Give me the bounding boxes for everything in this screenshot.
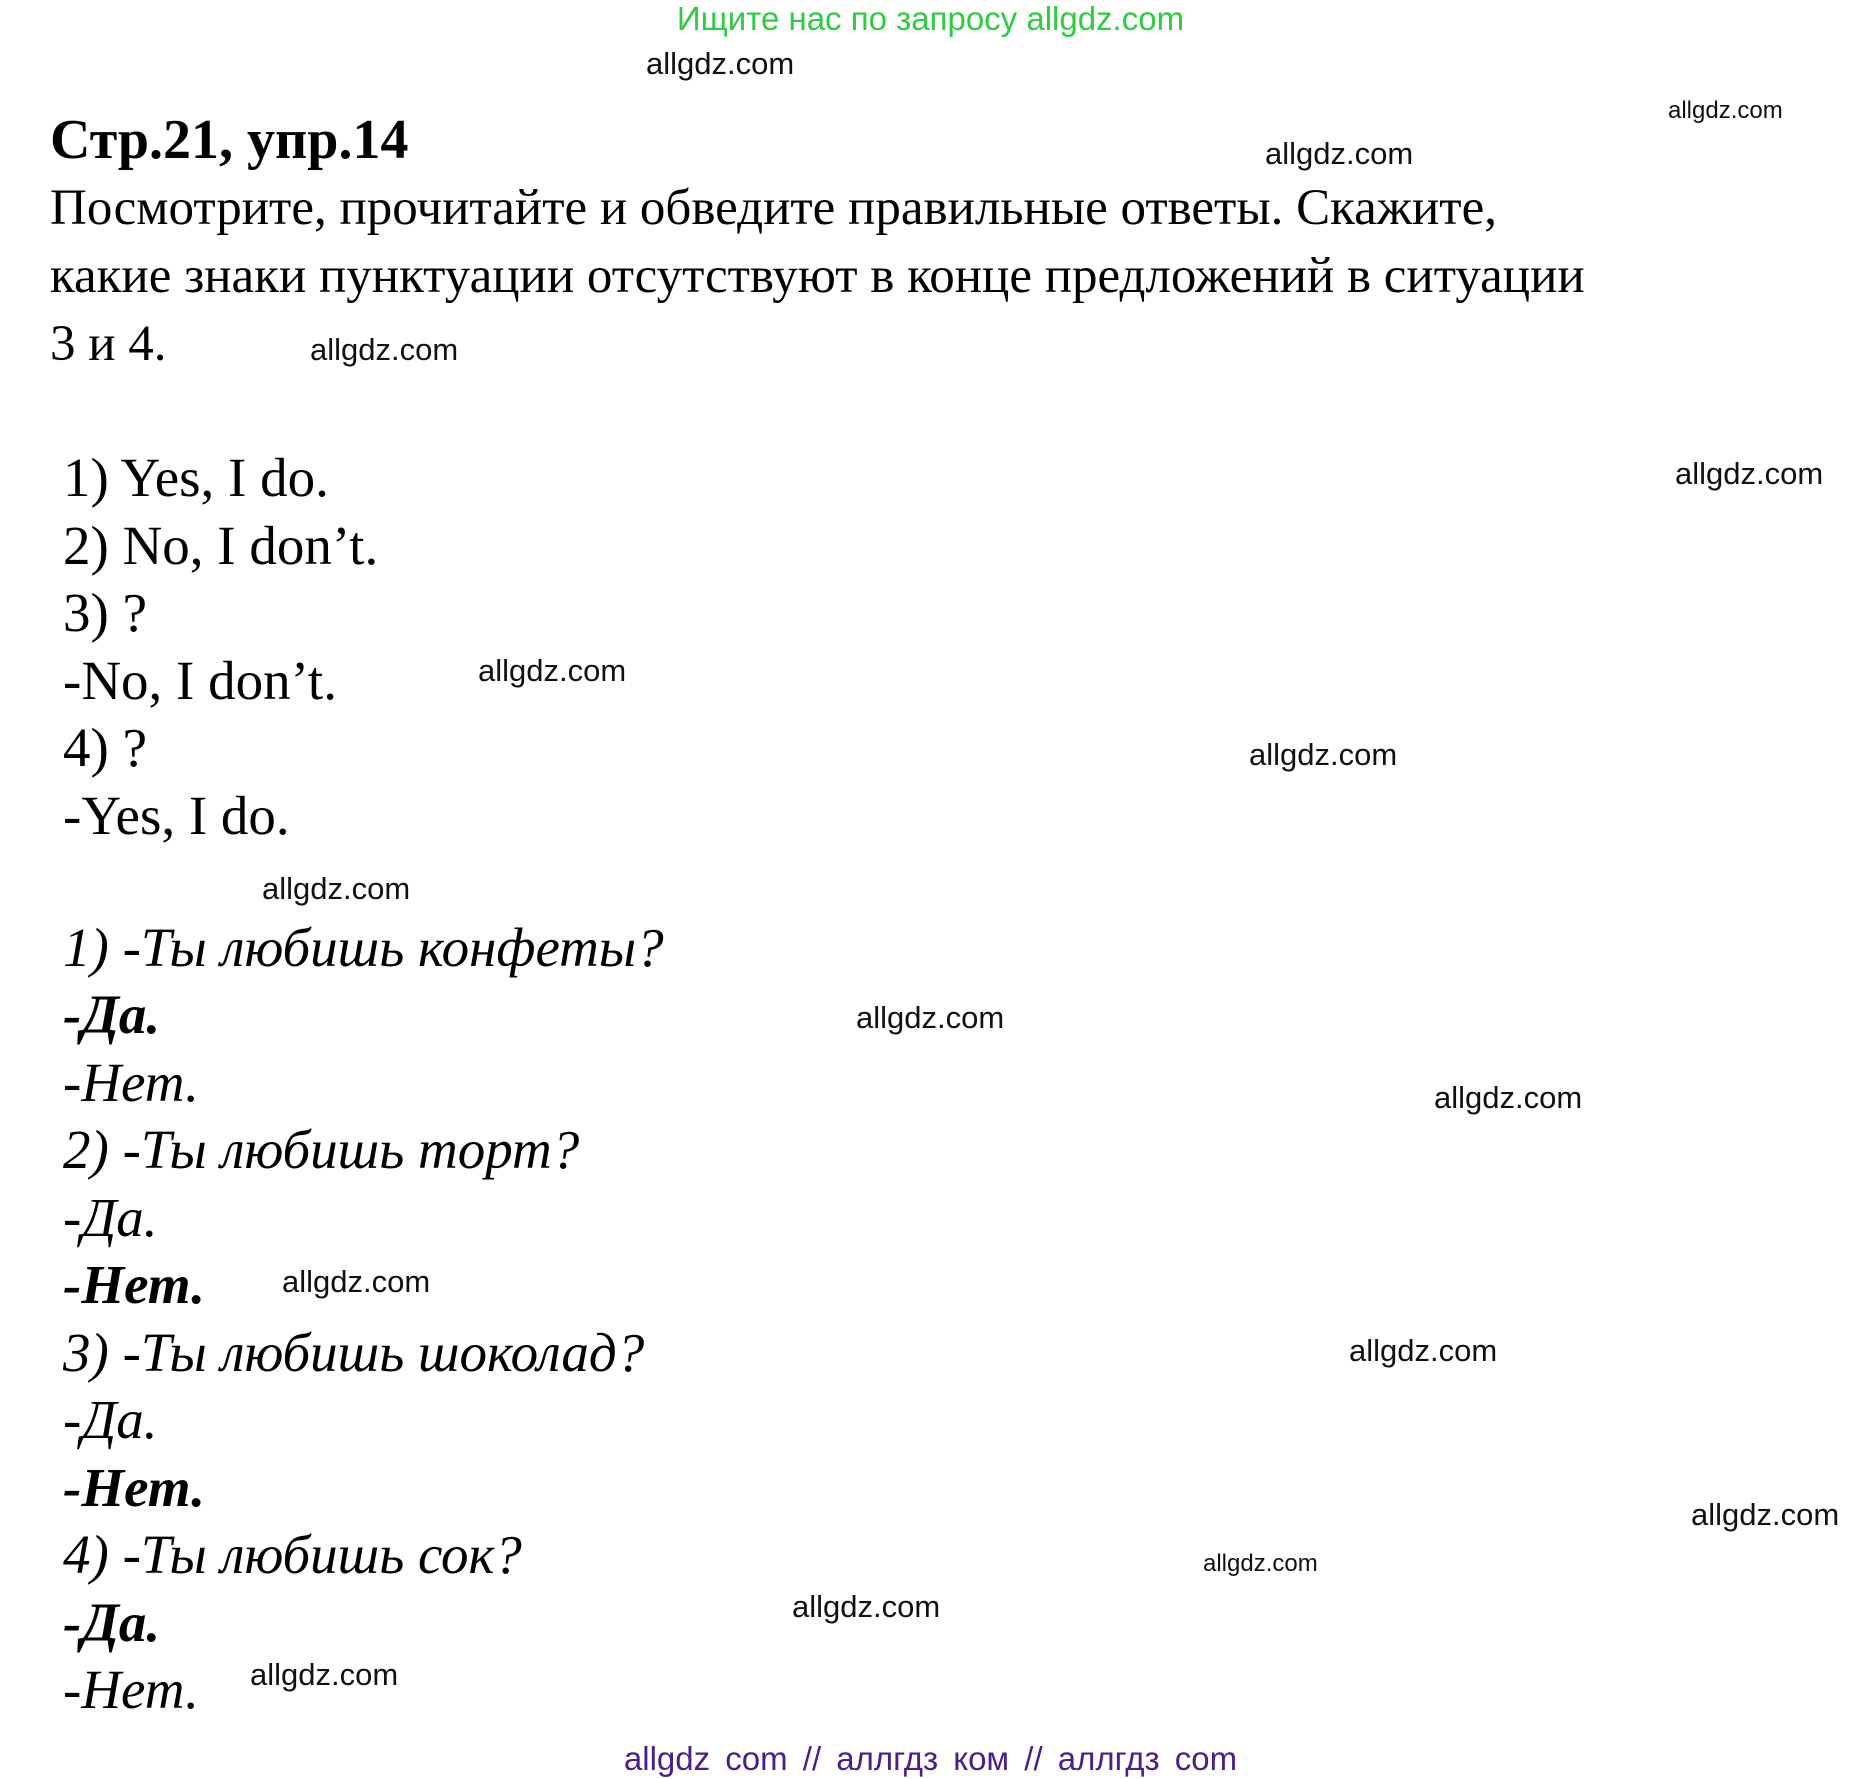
instruction-line-1: Посмотрите, прочитайте и обведите правильные ответы. Скажите,	[50, 180, 1497, 236]
watermark: allgdz.com	[1691, 1497, 1840, 1532]
answer-en-5: 4) ?	[63, 717, 147, 778]
watermark: allgdz.com	[1349, 1333, 1498, 1368]
watermark: allgdz.com	[1265, 136, 1414, 171]
answer-en-2: 2) No, I don’t.	[63, 515, 379, 576]
answer-en-1: 1) Yes, I do.	[63, 447, 329, 508]
watermark: allgdz.com	[1434, 1080, 1583, 1115]
answer-ru-9: -Нет.	[63, 1457, 205, 1518]
watermark: allgdz.com	[1249, 737, 1398, 772]
answer-ru-4: 2) -Ты любишь торт?	[63, 1119, 580, 1180]
instruction-line-3: 3 и 4.	[50, 316, 167, 372]
answer-ru-6: -Нет.	[63, 1254, 205, 1315]
answer-en-4: -No, I don’t.	[63, 650, 337, 711]
watermark: allgdz.com	[856, 1000, 1005, 1035]
watermark: allgdz.com	[1675, 456, 1824, 491]
watermark: allgdz.com	[282, 1264, 431, 1299]
footer-links[interactable]: allgdz com // аллгдз ком // аллгдз com	[623, 1740, 1238, 1777]
watermark: allgdz.com	[262, 871, 411, 906]
answer-en-3: 3) ?	[63, 582, 147, 643]
watermark: allgdz.com	[310, 332, 459, 367]
answer-ru-3: -Нет.	[63, 1052, 199, 1113]
answer-ru-2: -Да.	[63, 984, 161, 1045]
page-title: Стр.21, упр.14	[50, 109, 409, 171]
top-banner[interactable]: Ищите нас по запросу allgdz.com	[676, 0, 1185, 37]
instruction-line-2: какие знаки пунктуации отсутствуют в конце предложений в ситуации	[50, 248, 1585, 304]
watermark: allgdz.com	[1203, 1550, 1318, 1577]
answer-ru-1: 1) -Ты любишь конфеты?	[63, 917, 664, 978]
answer-ru-7: 3) -Ты любишь шоколад?	[63, 1322, 645, 1383]
watermark: allgdz.com	[250, 1657, 399, 1692]
watermark: allgdz.com	[646, 46, 795, 81]
answer-ru-10: 4) -Ты любишь сок?	[63, 1524, 522, 1585]
answer-ru-11: -Да.	[63, 1592, 161, 1653]
watermark: allgdz.com	[792, 1589, 941, 1624]
answer-en-6: -Yes, I do.	[63, 785, 290, 846]
watermark: allgdz.com	[1668, 97, 1783, 124]
watermark: allgdz.com	[478, 653, 627, 688]
answer-ru-8: -Да.	[63, 1389, 158, 1450]
answer-ru-5: -Да.	[63, 1187, 158, 1248]
answer-ru-12: -Нет.	[63, 1659, 199, 1720]
